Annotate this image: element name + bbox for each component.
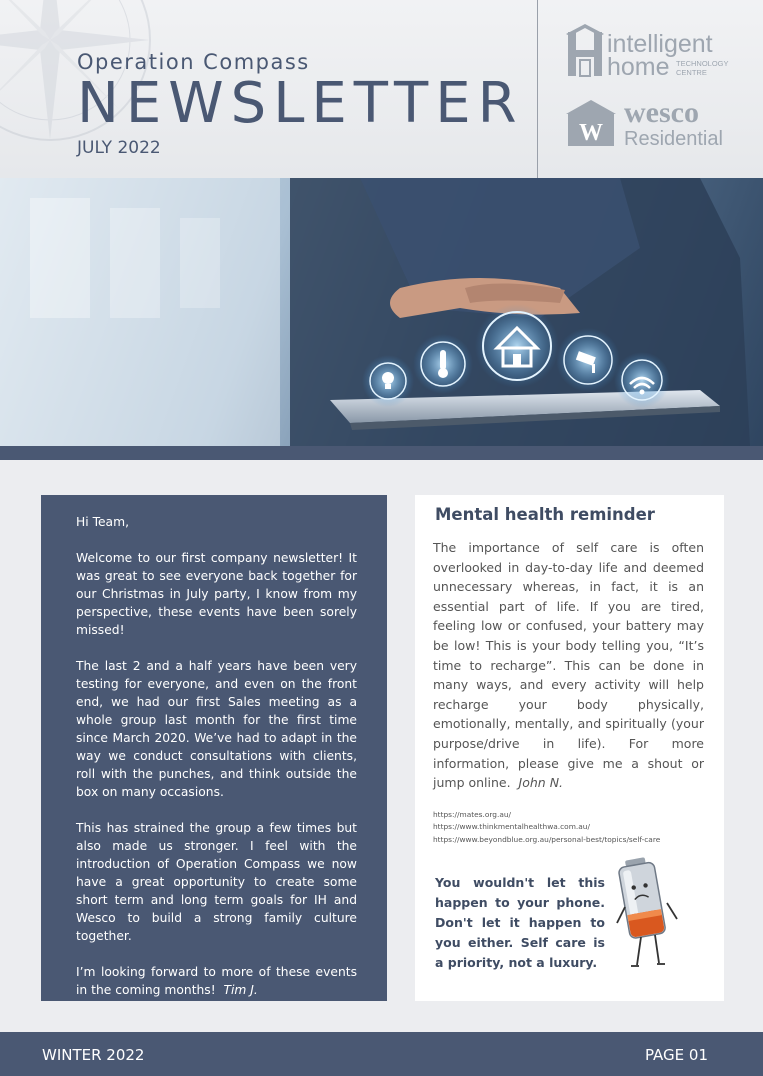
hero-accent-strip xyxy=(0,446,763,460)
svg-text:W: W xyxy=(579,120,603,146)
welcome-paragraph-2: The last 2 and a half years have been very testing for everyone, and even on the front end, we had our first Sales meeting as a whole group last month for the first time since March 2020. We’ve had to adapt in the way we conduct consultations with clients, roll with the punches, and think outside the box on many occasions. xyxy=(76,659,357,799)
header-banner xyxy=(0,0,763,178)
greeting: Hi Team, xyxy=(76,515,129,529)
signature-tim: Tim J. xyxy=(223,983,258,997)
link-mates[interactable]: https://mates.org.au/ xyxy=(433,809,512,819)
svg-text:Residential: Residential xyxy=(624,128,723,150)
svg-text:intelligent: intelligent xyxy=(607,30,713,58)
mental-health-panel xyxy=(415,495,724,1001)
svg-text:home: home xyxy=(607,53,670,80)
wesco-residential-logo xyxy=(566,98,746,150)
welcome-paragraph-1: Welcome to our first company newsletter! It was great to see everyone back together for our Christmas in July party, I know from my perspective, these events have been sorely missed! xyxy=(76,551,357,637)
svg-text:TECHNOLOGY: TECHNOLOGY xyxy=(676,59,729,68)
footer-bar xyxy=(0,1032,763,1076)
resource-links xyxy=(433,809,704,847)
self-care-callout: You wouldn't let this happen to your phone. Don't let it happen to you either. Self care is a priority, not a luxury. xyxy=(435,875,605,970)
svg-text:CENTRE: CENTRE xyxy=(676,68,707,77)
link-beyondblue[interactable]: https://www.beyondblue.org.au/personal-best/topics/self-care xyxy=(433,834,661,844)
signature-john: John N. xyxy=(518,775,564,791)
pre-title: Operation Compass xyxy=(77,50,310,74)
welcome-paragraph-4 xyxy=(76,963,357,999)
intelligent-home-logo xyxy=(566,24,746,80)
header-divider xyxy=(537,0,538,178)
link-thinkmentalhealthwa[interactable]: https://www.thinkmentalhealthwa.com.au/ xyxy=(433,822,590,832)
mental-health-text: The importance of self care is often overlooked in day-to-day life and deemed unnecessary whereas, in fact, it is an essential part of life. If you are tired, feeling low or confused, your battery may be low! This is your body telling you, “It’s time to recharge”. This can be done in many ways, and every activity will help recharge your body physically, emotionally, mentally, and spiritually (your purpose/drive in life). For more information, please give me a shout or jump online. xyxy=(433,540,704,791)
mental-health-heading: Mental health reminder xyxy=(435,505,655,524)
footer-season: WINTER 2022 xyxy=(42,1046,145,1064)
footer-page-number: PAGE 01 xyxy=(644,1046,708,1064)
newsletter-title: NEWSLETTER xyxy=(77,71,524,136)
closing-text: I’m looking forward to more of these events in the coming months! xyxy=(76,965,357,997)
sad-battery-icon xyxy=(615,855,685,975)
hero-image xyxy=(0,178,763,446)
mental-health-body xyxy=(433,538,704,793)
welcome-letter xyxy=(41,495,387,1001)
title-block xyxy=(77,50,524,158)
issue-date: JULY 2022 xyxy=(77,138,161,158)
welcome-paragraph-3: This has strained the group a few times but also made us stronger. I feel with the introduction of Operation Compass we now have a great opportunity to create some short term and long term goals for IH and Wesco to build a strong family culture together. xyxy=(76,821,357,943)
svg-text:wesco: wesco xyxy=(624,98,699,129)
